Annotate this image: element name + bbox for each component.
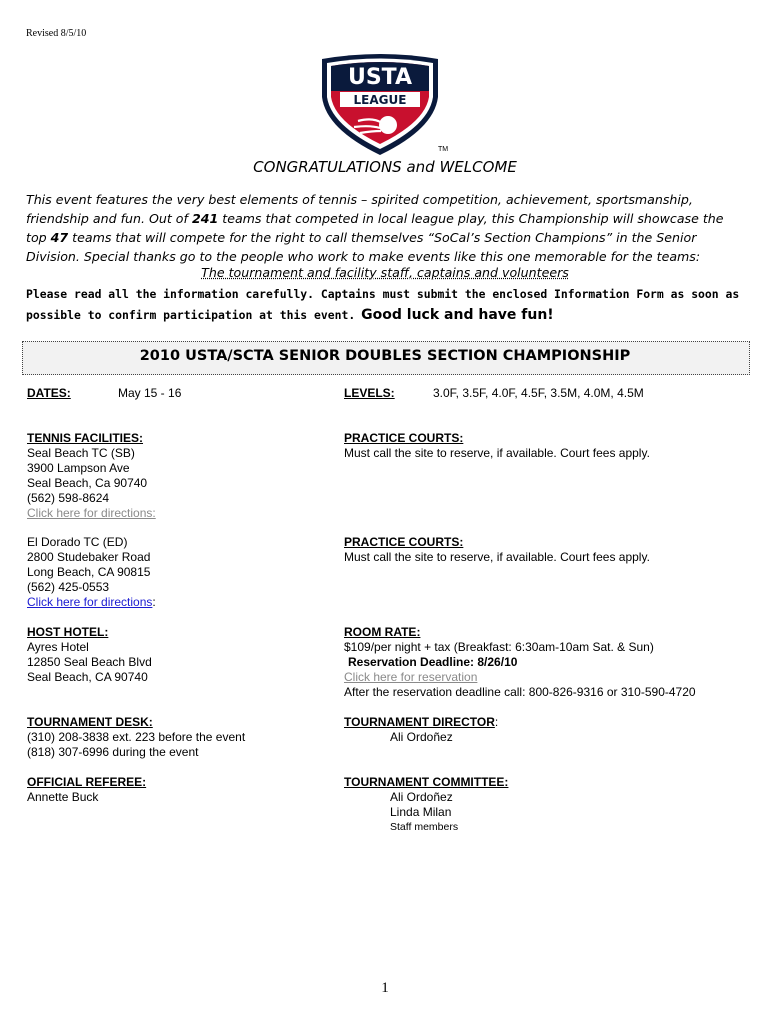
hotel-address1: 12850 Seal Beach Blvd <box>27 655 152 669</box>
welcome-title: CONGRATULATIONS and WELCOME <box>253 158 517 176</box>
site2-address1: 2800 Studebaker Road <box>27 550 151 564</box>
practice-courts-1 <box>344 431 650 461</box>
room-rate <box>344 625 696 700</box>
teams-total: 241 <box>191 211 219 226</box>
tournament-committee <box>344 775 508 835</box>
director-name: Ali Ordoñez <box>390 730 453 744</box>
revised-date: Revised 8/5/10 <box>26 28 87 39</box>
logo-usta-text: USTA <box>347 65 413 90</box>
site1-address2: Seal Beach, Ca 90740 <box>27 476 148 490</box>
room-rate-value: $109/per night + tax (Breakfast: 6:30am-10am Sat. & Sun) <box>344 640 654 654</box>
site1-name: Seal Beach TC (SB) <box>27 446 135 460</box>
desk-phone-before: (310) 208-3838 ext. 223 before the event <box>27 730 246 744</box>
intro-paragraph <box>26 190 746 266</box>
after-deadline-phone: After the reservation deadline call: 800-826-9316 or 310-590-4720 <box>344 685 696 699</box>
official-referee-label: OFFICIAL REFEREE: <box>27 775 147 789</box>
levels-value: 3.0F, 3.5F, 4.0F, 4.5F, 3.5M, 4.0M, 4.5M <box>433 386 644 400</box>
committee-staff: Staff members <box>390 821 459 833</box>
facility-seal-beach <box>27 431 156 521</box>
good-luck-text: Good luck and have fun! <box>361 307 554 323</box>
tournament-desk-label: TOURNAMENT DESK: <box>27 715 153 729</box>
tournament-desk <box>27 715 245 760</box>
practice-courts-label-1: PRACTICE COURTS: <box>344 431 464 445</box>
referee-name: Annette Buck <box>27 790 99 804</box>
hotel-name: Ayres Hotel <box>27 640 89 654</box>
tennis-facilities-label: TENNIS FACILITIES: <box>27 431 144 445</box>
logo-league-text: LEAGUE <box>353 93 407 107</box>
thanks-line: The tournament and facility staff, captains and volunteers <box>201 265 569 280</box>
usta-league-shield-icon <box>318 51 442 157</box>
trademark-mark: TM <box>438 146 449 153</box>
intro-text-1: This event features the very best elements of tennis – spirited competition, achievement, sportsmanship, friendship and fun. Out of <box>26 192 693 226</box>
intro-text-3: teams that will compete for the right to call themselves “SoCal’s Section Champions” in the Senior Division. Special thanks go to the people who work to make events like this one memorable for the teams: <box>26 230 701 264</box>
practice-courts-label-2: PRACTICE COURTS: <box>344 535 464 549</box>
site2-directions-link[interactable]: Click here for directions <box>27 595 153 609</box>
site1-directions-link[interactable]: Click here for directions: <box>27 506 156 520</box>
dates-label: DATES: <box>27 386 71 400</box>
instructions-paragraph <box>26 284 746 326</box>
committee-member: Linda Milan <box>390 805 452 819</box>
reservation-deadline: Reservation Deadline: 8/26/10 <box>348 655 518 669</box>
tournament-director <box>344 715 498 745</box>
teams-top: 47 <box>50 230 69 245</box>
tournament-committee-label: TOURNAMENT COMMITTEE: <box>344 775 509 789</box>
championship-title: 2010 USTA/SCTA SENIOR DOUBLES SECTION CHAMPIONSHIP <box>139 348 631 364</box>
levels-label: LEVELS: <box>344 386 395 400</box>
host-hotel-label: HOST HOTEL: <box>27 625 109 639</box>
site2-phone: (562) 425-0553 <box>27 580 110 594</box>
committee-member: Ali Ordoñez <box>390 790 453 804</box>
dates-value: May 15 - 16 <box>118 386 182 400</box>
site2-address2: Long Beach, CA 90815 <box>27 565 151 579</box>
page-number: 1 <box>381 980 389 996</box>
director-label-suffix: : <box>494 715 499 729</box>
desk-phone-during: (818) 307-6996 during the event <box>27 745 199 759</box>
room-rate-label: ROOM RATE: <box>344 625 421 639</box>
site1-address1: 3900 Lampson Ave <box>27 461 130 475</box>
site1-phone: (562) 598-8624 <box>27 491 110 505</box>
official-referee <box>27 775 146 805</box>
hotel-address2: Seal Beach, CA 90740 <box>27 670 148 684</box>
practice-courts-2 <box>344 535 650 565</box>
tournament-director-label: TOURNAMENT DIRECTOR <box>344 715 495 729</box>
please-read-text: Please read all the information carefully. Captains must submit the enclosed Information Form as soon as possible to confirm participation at this event. <box>26 287 740 322</box>
usta-league-logo <box>318 51 442 157</box>
host-hotel <box>27 625 152 685</box>
practice-courts-value-1: Must call the site to reserve, if available. Court fees apply. <box>344 446 650 460</box>
site2-name: El Dorado TC (ED) <box>27 535 128 549</box>
practice-courts-value-2: Must call the site to reserve, if available. Court fees apply. <box>344 550 650 564</box>
site2-directions-suffix: : <box>152 595 156 609</box>
intro-text-2: teams that competed in local league play, this Championship will showcase the top <box>26 211 724 245</box>
reservation-link[interactable]: Click here for reservation <box>344 670 478 684</box>
facility-el-dorado <box>27 535 156 610</box>
